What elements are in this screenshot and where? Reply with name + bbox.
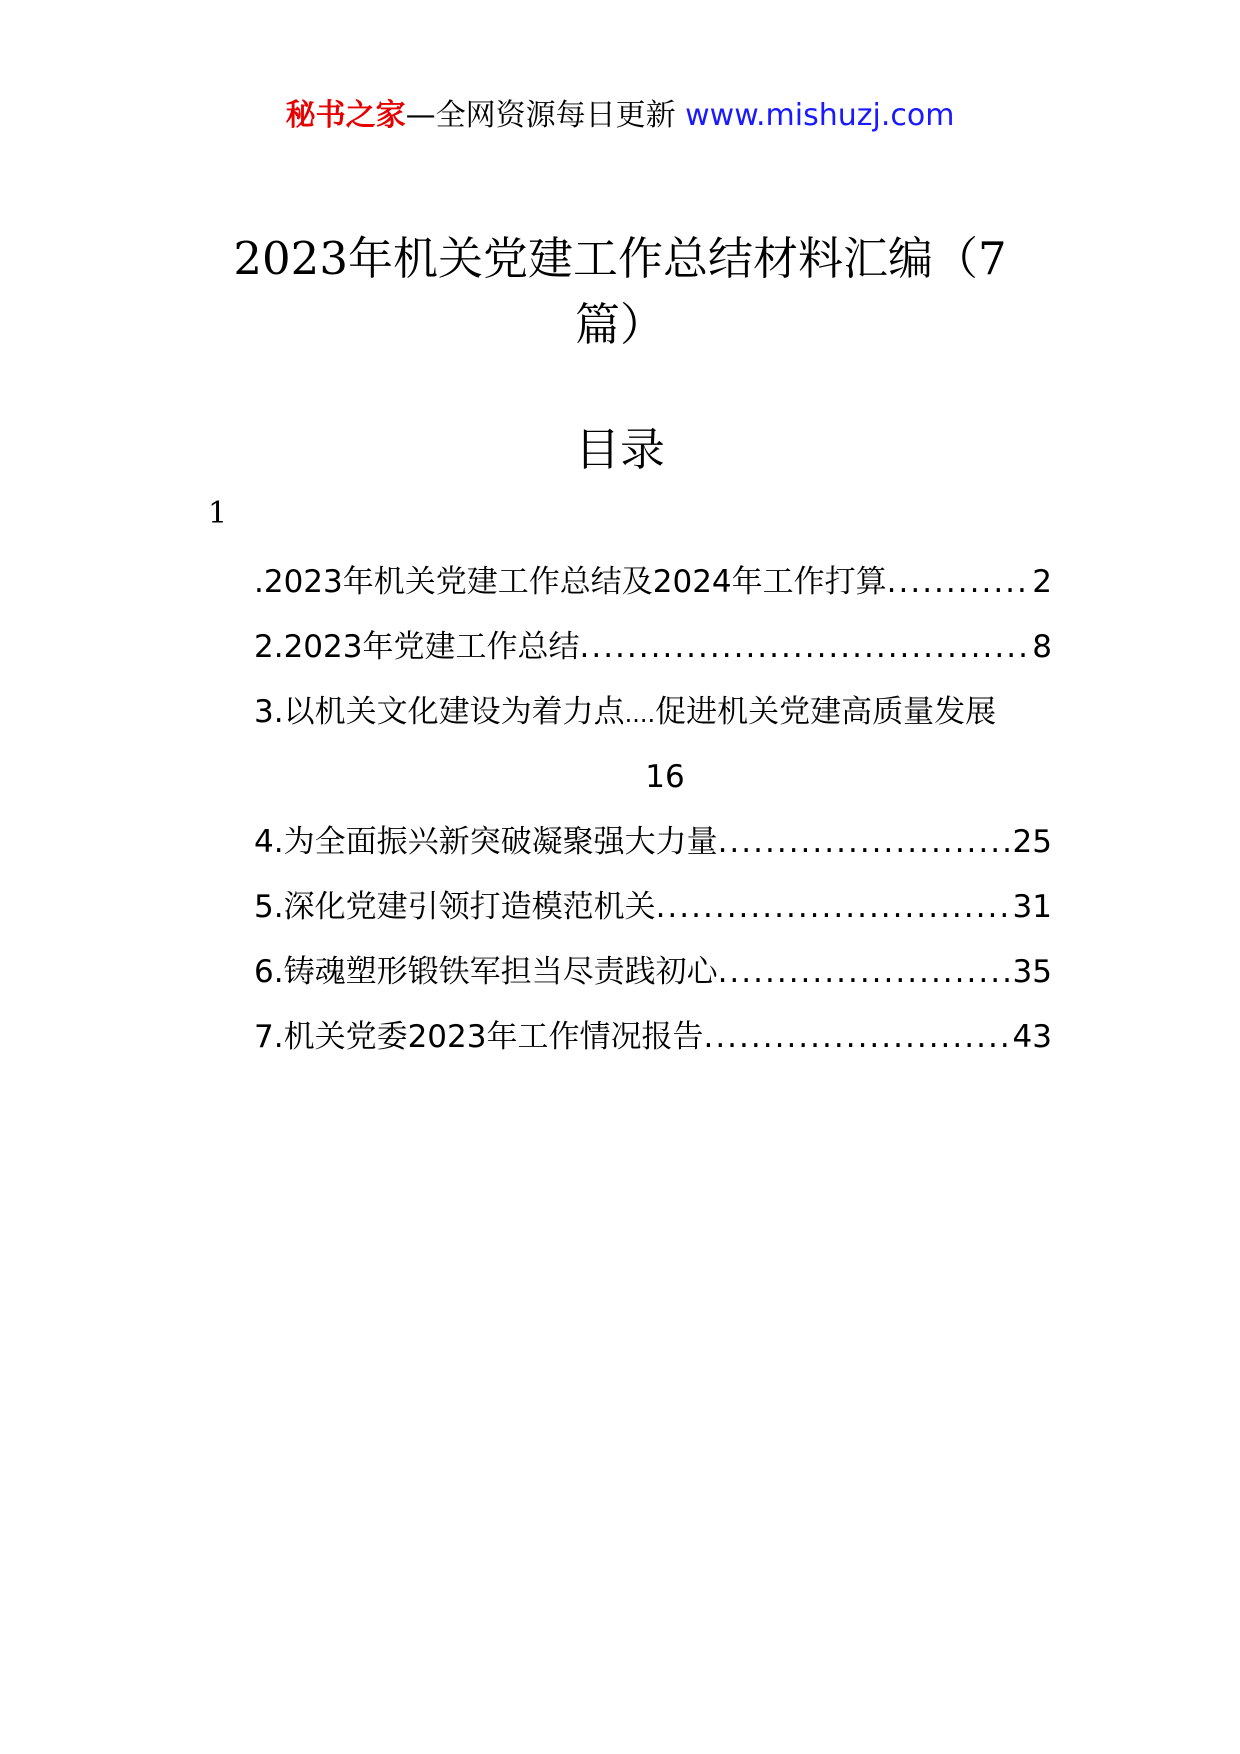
- toc-dot-leader: [718, 940, 1013, 1005]
- toc-page-number: 8: [1032, 629, 1052, 665]
- toc-entry-7[interactable]: [254, 1005, 1052, 1070]
- toc-page-number: 35: [1012, 954, 1052, 990]
- toc-entry-title: 2.2023年党建工作总结: [254, 629, 580, 665]
- document-title: 2023年机关党建工作总结材料汇编（7篇）: [233, 232, 1007, 351]
- toc-dot-leader: [579, 615, 1032, 680]
- site-url-link[interactable]: www.mishuzj.com: [685, 98, 955, 133]
- toc-entry-title: 5.深化党建引领打造模范机关: [254, 889, 656, 925]
- site-banner: [0, 96, 1240, 136]
- toc-entry-title-continued: 促进机关党建高质量发展: [655, 694, 997, 730]
- toc-dot-leader: [718, 810, 1013, 875]
- toc-entry-2[interactable]: [254, 615, 1052, 680]
- toc-entry-title: .2023年机关党建工作总结及2024年工作打算: [254, 564, 887, 600]
- toc-entry-title: 7.机关党委2023年工作情况报告: [254, 1019, 704, 1055]
- toc-entry-4[interactable]: [254, 810, 1052, 875]
- toc-page-number: 16: [645, 759, 685, 795]
- toc-dot-leader: [656, 875, 1013, 940]
- toc-page-number: 43: [1012, 1019, 1052, 1055]
- toc-entry-6[interactable]: [254, 940, 1052, 1005]
- toc-entry-title: 4.为全面振兴新突破凝聚强大力量: [254, 824, 718, 860]
- toc-entry-5[interactable]: [254, 875, 1052, 940]
- toc-dot-leader: [887, 550, 1033, 615]
- toc-page-number: 2: [1032, 564, 1052, 600]
- table-of-contents: [254, 550, 1052, 1070]
- toc-heading: 目录: [574, 423, 665, 476]
- toc-dot-leader: [703, 1005, 1012, 1070]
- toc-entry-title: 3.以机关文化建设为着力点: [254, 694, 625, 730]
- brand-name: 秘书之家: [285, 98, 406, 133]
- toc-entry-3[interactable]: [254, 680, 1052, 745]
- toc-dot-leader: ....: [624, 700, 656, 728]
- banner-tagline: —全网资源每日更新: [405, 98, 676, 133]
- toc-entry-3-page-line: [254, 745, 1052, 810]
- toc-entry-1[interactable]: [254, 550, 1052, 615]
- toc-entry-title: 6.铸魂塑形锻铁军担当尽责践初心: [254, 954, 718, 990]
- toc-list-marker: 1: [208, 496, 228, 531]
- toc-page-number: 25: [1012, 824, 1052, 860]
- toc-page-number: 31: [1012, 889, 1052, 925]
